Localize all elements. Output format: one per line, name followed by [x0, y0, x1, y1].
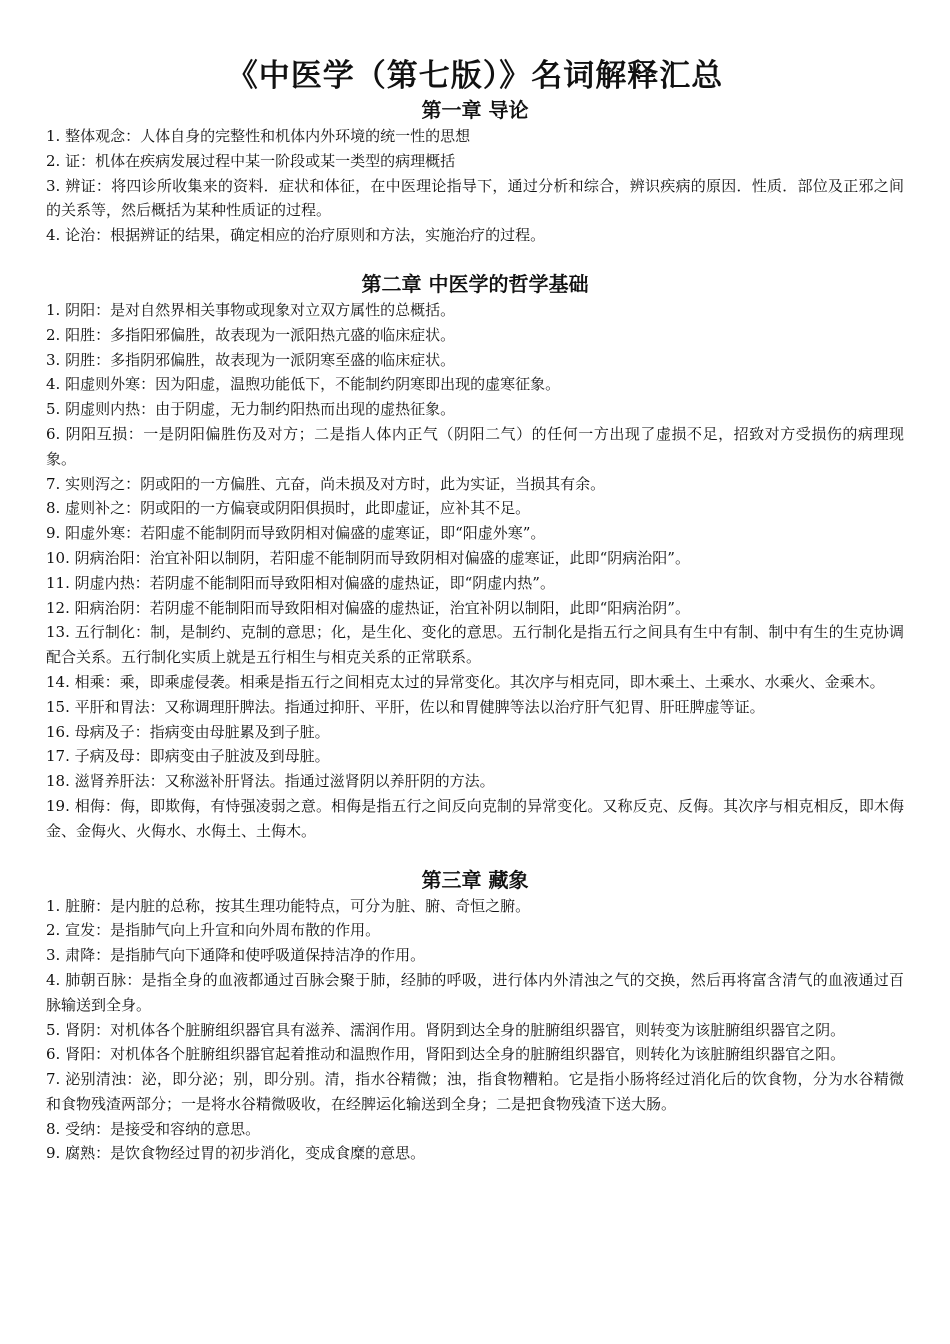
list-item: 4. 阳虚则外寒：因为阳虚，温煦功能低下，不能制约阴寒即出现的虚寒征象。 — [46, 375, 561, 394]
list-item: 5. 肾阴：对机体各个脏腑组织器官具有滋养、濡润作用。肾阴到达全身的脏腑组织器官，则转变为该脏腑组织器官之阴。 — [46, 1020, 846, 1039]
list-item: 19. 相侮：侮，即欺侮，有恃强凌弱之意。相侮是指五行之间反向克制的异常变化。又称反克、反侮。其次序与相克相反，即木侮金、金侮火、火侮水、水侮土、土侮木。 — [46, 796, 904, 840]
list-item: 2. 宣发：是指肺气向上升宣和向外周布散的作用。 — [46, 921, 381, 940]
list-item: 15. 平肝和胃法：又称调理肝脾法。指通过抑肝、平肝，佐以和胃健脾等法以治疗肝气犯胃、肝旺脾虚等证。 — [46, 697, 765, 716]
list-item: 10. 阴病治阳：治宜补阳以制阴，若阳虚不能制阴而导致阴相对偏盛的虚寒证，此即“阴病治阳”。 — [46, 548, 690, 567]
list-item: 2. 证：机体在疾病发展过程中某一阶段或某一类型的病理概括 — [46, 151, 456, 170]
list-item: 4. 肺朝百脉：是指全身的血液都通过百脉会聚于肺，经肺的呼吸，进行体内外清浊之气的交换，然后再将富含清气的血液通过百脉输送到全身。 — [46, 970, 904, 1014]
list-item: 7. 泌别清浊：泌，即分泌；别，即分别。清，指水谷精微；浊，指食物糟粕。它是指小肠将经过消化后的饮食物，分为水谷精微和食物残渣两部分；一是将水谷精微吸收，在经脾运化输送到全身；二是把食物残渣下送大肠。 — [46, 1070, 904, 1113]
chapter-1 — [46, 96, 904, 248]
chapter-title: 第三章 藏象 — [421, 867, 529, 892]
chapter-3 — [46, 866, 904, 1167]
list-item: 12. 阳病治阴：若阴虚不能制阳而导致阳相对偏盛的虚热证，治宜补阴以制阳，此即“阳病治阴”。 — [46, 598, 690, 617]
list-item: 6. 肾阳：对机体各个脏腑组织器官起着推动和温煦作用，肾阳到达全身的脏腑组织器官，则转化为该脏腑组织器官之阳。 — [46, 1045, 846, 1064]
list-item: 8. 虚则补之：阴或阳的一方偏衰或阴阳俱损时，此即虚证，应补其不足。 — [46, 499, 531, 518]
list-item: 16. 母病及子：指病变由母脏累及到子脏。 — [46, 722, 330, 741]
list-item: 7. 实则泻之：阴或阳的一方偏胜、亢奋，尚未损及对方时，此为实证，当损其有余。 — [46, 474, 606, 493]
list-item: 1. 脏腑：是内脏的总称，按其生理功能特点，可分为脏、腑、奇恒之腑。 — [46, 896, 531, 915]
list-item: 9. 阳虚外寒：若阳虚不能制阴而导致阴相对偏盛的虚寒证，即“阳虚外寒”。 — [46, 524, 546, 543]
list-item: 6. 阴阳互损：一是阴阳偏胜伤及对方；二是指人体内正气（阴阳二气）的任何一方出现了虚损不足，招致对方受损伤的病理现象。 — [46, 424, 904, 468]
list-item: 5. 阴虚则内热：由于阴虚，无力制约阳热而出现的虚热征象。 — [46, 400, 456, 419]
list-item: 18. 滋肾养肝法：又称滋补肝肾法。指通过滋肾阴以养肝阴的方法。 — [46, 772, 495, 791]
list-item: 3. 肃降：是指肺气向下通降和使呼吸道保持洁净的作用。 — [46, 946, 426, 965]
chapter-title: 第一章 导论 — [421, 98, 529, 122]
document-title: 《中医学（第七版）》名词解释汇总 — [226, 58, 724, 94]
list-item: 4. 论治：根据辨证的结果，确定相应的治疗原则和方法，实施治疗的过程。 — [46, 226, 546, 245]
list-item: 3. 阴胜：多指阴邪偏胜，故表现为一派阴寒至盛的临床症状。 — [46, 350, 456, 369]
list-item: 11. 阴虚内热：若阴虚不能制阳而导致阳相对偏盛的虚热证，即“阴虚内热”。 — [46, 573, 555, 592]
chapter-title: 第二章 中医学的哲学基础 — [361, 271, 589, 296]
list-item: 14. 相乘：乘，即乘虚侵袭。相乘是指五行之间相克太过的异常变化。其次序与相克同，即木乘土、土乘水、水乘火、金乘木。 — [46, 672, 885, 691]
list-item: 9. 腐熟：是饮食物经过胃的初步消化，变成食糜的意思。 — [46, 1144, 426, 1163]
list-item: 17. 子病及母：即病变由子脏波及到母脏。 — [46, 747, 330, 766]
list-item: 8. 受纳：是接受和容纳的意思。 — [46, 1119, 261, 1138]
entry-list — [46, 894, 904, 1167]
list-item: 1. 整体观念：人体自身的完整性和机体内外环境的统一性的思想 — [46, 127, 471, 145]
list-item: 13. 五行制化：制，是制约、克制的意思；化，是生化、变化的意思。五行制化是指五行之间具有生中有制、制中有生的生克协调配合关系。五行制化实质上就是五行相生与相克关系的正常联系。 — [46, 623, 904, 667]
list-item: 1. 阴阳：是对自然界相关事物或现象对立双方属性的总概括。 — [46, 300, 456, 319]
entry-list — [46, 124, 904, 248]
chapter-2 — [46, 270, 904, 844]
entry-list — [46, 298, 904, 844]
list-item: 3. 辨证：将四诊所收集来的资料．症状和体征，在中医理论指导下，通过分析和综合，辨识疾病的原因．性质．部位及正邪之间的关系等，然后概括为某种性质证的过程。 — [46, 176, 904, 220]
list-item: 2. 阳胜：多指阳邪偏胜，故表现为一派阳热亢盛的临床症状。 — [46, 325, 456, 344]
